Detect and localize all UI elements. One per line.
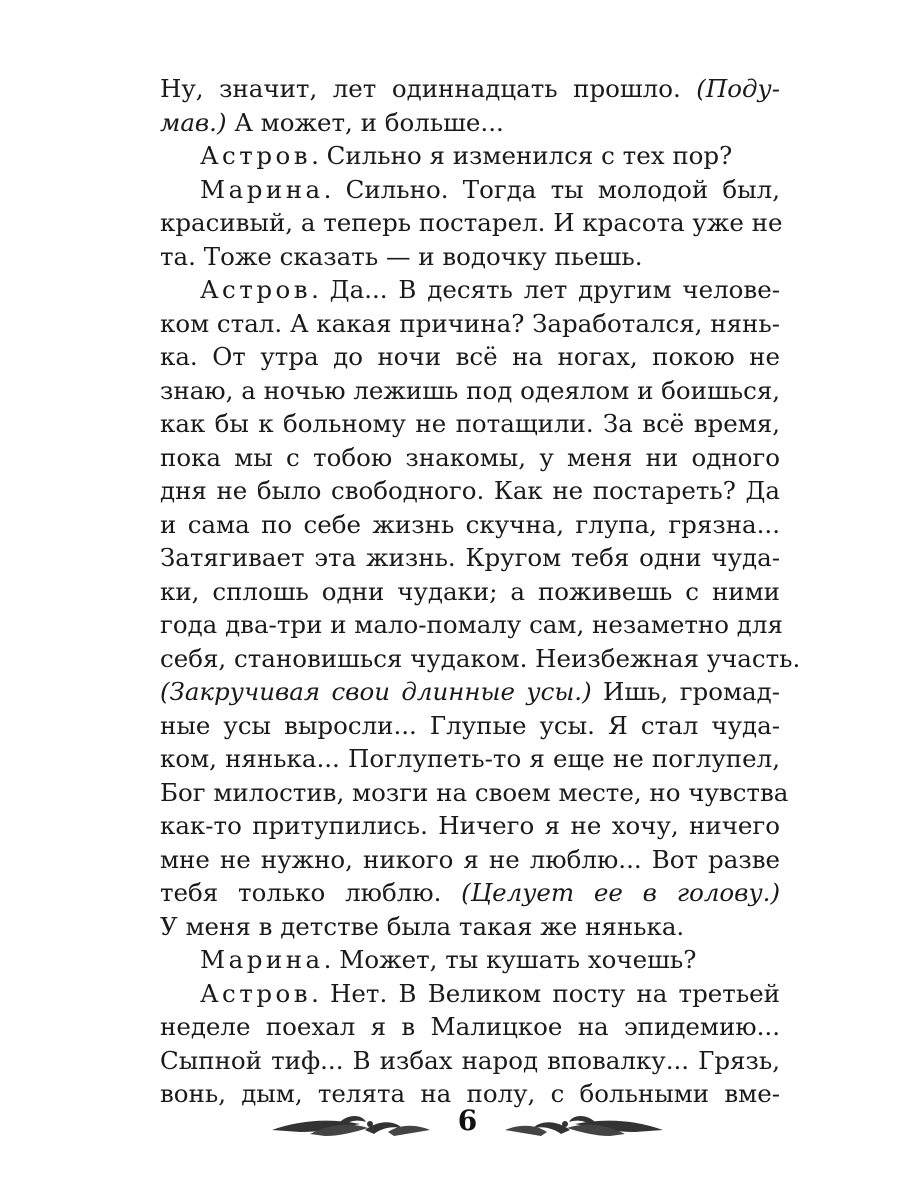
text-line: мав.) А может, и больше...: [160, 107, 504, 137]
right-flourish-icon: [500, 1110, 665, 1144]
text-line: года два-три и мало-помалу сам, незаметно для: [160, 610, 783, 639]
stage-direction: (Закручивая свои длинные усы.): [160, 677, 592, 706]
text-line: себя, становишься чудаком. Неизбежная участь.: [160, 643, 801, 673]
text-line: ком стал. А какая причина? Заработался, нянь-: [160, 308, 780, 338]
text-line: как-то притупились. Ничего я не хочу, ничего: [160, 811, 780, 840]
text-line: знаю, а ночью лежишь под одеялом и боишься,: [160, 375, 781, 405]
text-line: мне не нужно, никого я не люблю... Вот разве: [160, 844, 780, 874]
stage-direction: (Целует ее в голову.): [461, 878, 781, 907]
text-line: как бы к больному не потащили. За всё время,: [160, 409, 780, 438]
text-line: ки, сплошь одни чудаки; а поживешь с ними: [160, 576, 780, 606]
text-line: дня не было свободного. Как не постареть? Да: [160, 476, 780, 505]
speaker-line: Астров. Да... В десять лет другим челове-: [200, 275, 780, 304]
speaker-name: Астров: [200, 978, 312, 1008]
text-line: красивый, а теперь постарел. И красота уже не: [160, 208, 783, 237]
text-line: пока мы с тобою знакомы, у меня ни одного: [160, 442, 780, 472]
text-line: та. Тоже сказать — и водочку пьешь.: [160, 241, 643, 271]
text-line: ка. От утра до ночи всё на ногах, покою не: [160, 342, 780, 371]
text-line: У меня в детстве была такая же нянька.: [160, 911, 685, 941]
speaker-name: Астров: [200, 275, 312, 304]
text-line: (Закручивая свои длинные усы.) Ишь, громад-: [160, 677, 780, 706]
speaker-line: Астров. Нет. В Великом посту на третьей: [200, 978, 780, 1008]
text-line: неделе поехал я в Малицкое на эпидемию...: [160, 1012, 780, 1041]
text-line: Сыпной тиф... В избах народ вповалку... Грязь,: [160, 1045, 780, 1075]
speaker-line: Марина. Может, ты кушать хочешь?: [200, 945, 697, 974]
text-line: Ну, значит, лет одиннадцать прошло. (Поду-: [160, 74, 780, 103]
text-line: ные усы выросли... Глупые усы. Я стал чуда-: [160, 710, 780, 740]
page-text: [160, 72, 801, 1111]
speaker-name: Астров: [200, 141, 312, 170]
text-line: Затягивает эта жизнь. Кругом тебя одни чуда-: [160, 543, 780, 572]
speaker-name: Марина: [200, 945, 324, 974]
speaker-name: Марина: [200, 174, 324, 204]
text-line: ком, нянька... Поглупеть-то я еще не поглупел,: [160, 744, 780, 773]
speaker-line: Астров. Сильно я изменился с тех пор?: [200, 141, 733, 170]
text-line: тебя только люблю. (Целует ее в голову.): [160, 878, 781, 907]
text-line: вонь, дым, телята на полу, с больными вме-: [160, 1079, 780, 1108]
text-line: и сама по себе жизнь скучна, глупа, грязна...: [160, 509, 780, 539]
page-footer: [270, 1100, 665, 1150]
speaker-line: Марина. Сильно. Тогда ты молодой был,: [200, 174, 780, 204]
text-line: Бог милостив, мозги на своем месте, но чувства: [160, 777, 789, 807]
page-number: 6: [457, 1104, 478, 1137]
